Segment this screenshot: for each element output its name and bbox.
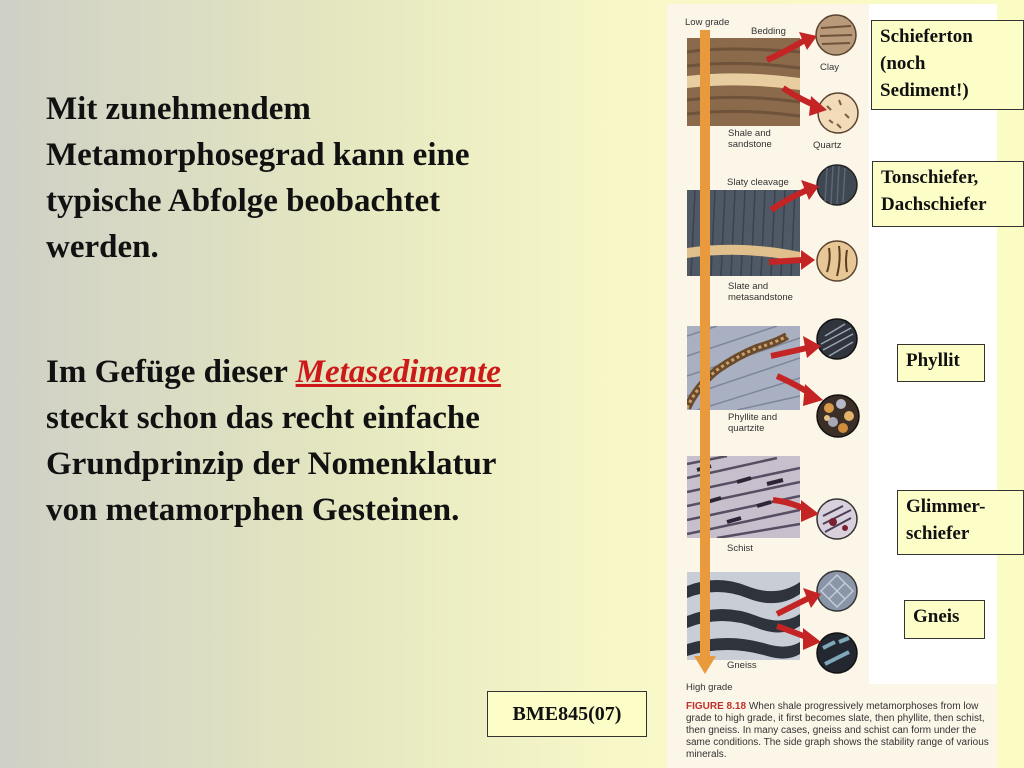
rock-name-line: Schieferton [880, 26, 973, 47]
intro-line: werden. [46, 229, 159, 265]
low-grade-label: Low grade [685, 17, 730, 28]
red-arrow-icon [773, 370, 825, 410]
metasandstone-micro-icon [815, 236, 859, 286]
shale-label [728, 128, 772, 150]
nomenclature-line: Grundprinzip der Nomenklatur [46, 446, 497, 482]
rock-name-line: Phyllit [906, 350, 960, 371]
clay-label: Clay [820, 62, 840, 73]
rock-name-schieferton [871, 20, 1024, 110]
rock-name-line: Gneis [913, 606, 960, 627]
label-line: Slate and [728, 281, 769, 292]
intro-line: Metamorphosegrad kann eine [46, 137, 470, 173]
label-line: Phyllite and [728, 412, 778, 423]
rock-name-tonschiefer [872, 161, 1024, 227]
metasedimente-link[interactable]: Metasedimente [295, 354, 501, 390]
intro-line: typische Abfolge beobachtet [46, 183, 441, 219]
schist-label: Schist [727, 543, 753, 554]
slaty-cleavage-label: Slaty cleavage [727, 177, 789, 188]
rock-name-line: Dachschiefer [881, 194, 987, 215]
schist-micro-icon [815, 494, 859, 544]
intro-line: Mit zunehmendem [46, 91, 311, 127]
rock-name-phyllit [897, 344, 985, 382]
red-arrow-icon [767, 330, 823, 364]
intro-paragraph [46, 86, 606, 270]
label-line: metasandstone [728, 292, 793, 303]
red-arrow-icon [767, 248, 817, 274]
line-prefix: Im Gefüge dieser [46, 354, 296, 390]
red-arrow-icon [767, 176, 823, 216]
high-grade-label: High grade [686, 682, 733, 693]
red-arrow-icon [771, 494, 821, 524]
slate-label [728, 281, 793, 303]
gneiss-label: Gneiss [727, 660, 757, 671]
grade-arrow-icon [694, 656, 716, 674]
caption-title: FIGURE 8.18 [686, 701, 747, 712]
caption-text: When shale progressively metamorphoses from low grade to high grade, it first becomes slate, then phyllite, then schist, then gneiss. In many cases, gneiss and schist can form under the same conditions. The side graph shows the stability range of various minerals. [686, 701, 989, 760]
rock-name-line: Sediment!) [880, 80, 969, 101]
label-line: Shale and [728, 128, 771, 139]
bedding-label: Bedding [751, 26, 786, 37]
nomenclature-line: von metamorphen Gesteinen. [46, 492, 460, 528]
rock-name-glimmerschiefer [897, 490, 1024, 555]
nomenclature-paragraph [46, 349, 606, 533]
quartz-label: Quartz [813, 140, 842, 151]
rock-name-line: Tonschiefer, [881, 167, 979, 188]
metamorphism-figure [667, 4, 997, 768]
rock-name-line: Glimmer- [906, 496, 986, 517]
metamorphic-grade-bar [700, 30, 710, 658]
red-arrow-icon [763, 26, 823, 66]
red-arrow-icon [773, 584, 823, 618]
phyllite-label [728, 412, 777, 434]
label-line: sandstone [728, 139, 772, 150]
nomenclature-line [46, 349, 606, 395]
rock-name-gneis [904, 600, 985, 639]
source-tag: BME845(07) [487, 691, 647, 737]
rock-name-line: (noch [880, 53, 926, 74]
nomenclature-line: steckt schon das recht einfache [46, 400, 480, 436]
label-line: quartzite [728, 423, 765, 434]
red-arrow-icon [773, 622, 823, 652]
rock-name-line: schiefer [906, 523, 970, 544]
red-arrow-icon [779, 82, 829, 122]
figure-caption [686, 701, 991, 761]
